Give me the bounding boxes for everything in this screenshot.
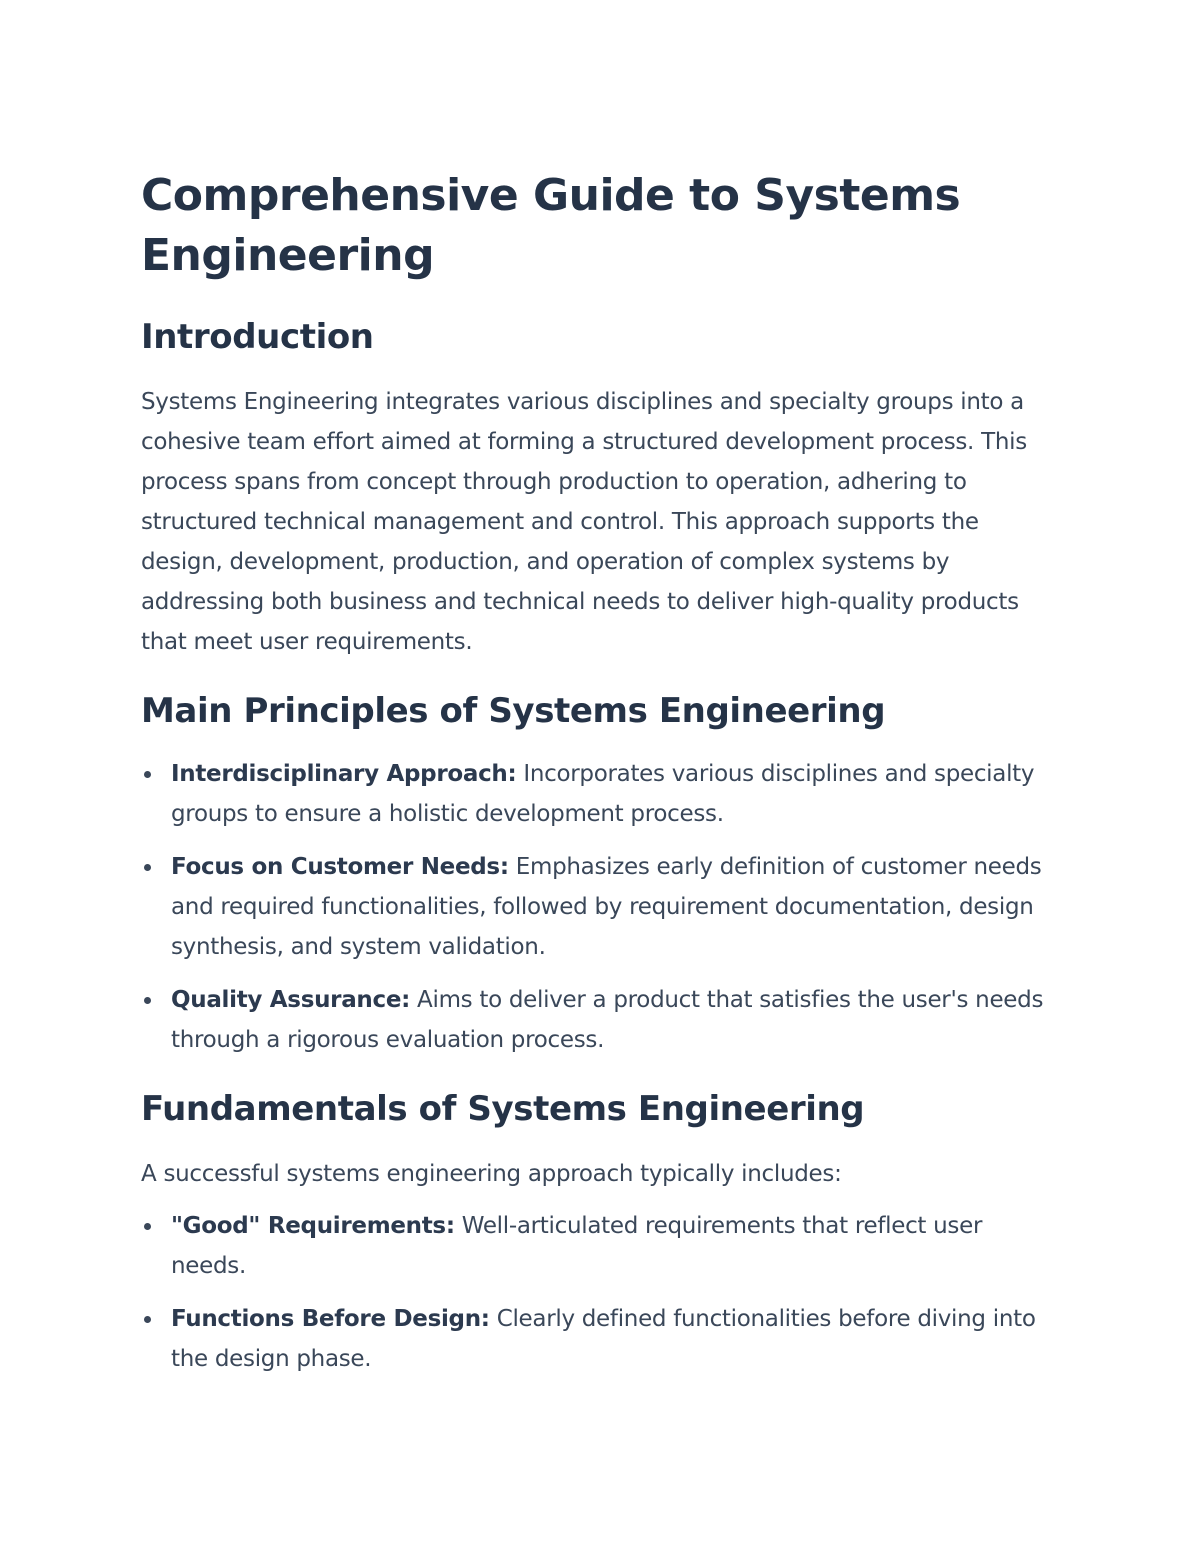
document-page <box>141 166 1061 1379</box>
list-item-text: Aims to deliver a product that satisfies the user's needs through a rigorous evaluation process. <box>171 987 1044 1053</box>
bullet-icon <box>144 771 151 778</box>
list-item-term: Interdisciplinary Approach: <box>171 761 517 787</box>
bullet-icon <box>144 1316 151 1323</box>
list-item <box>141 754 1061 834</box>
bullet-icon <box>144 864 151 871</box>
list-item-text: Incorporates various disciplines and specialty groups to ensure a holistic development process. <box>171 761 1035 827</box>
list-item-term: "Good" Requirements: <box>171 1213 455 1239</box>
list-item-text: Clearly defined functionalities before diving into the design phase. <box>171 1306 1036 1372</box>
page-title: Comprehensive Guide to Systems Engineering <box>141 170 961 281</box>
list-item-text: Well-articulated requirements that reflect user needs. <box>171 1213 983 1279</box>
list-item <box>141 980 1061 1060</box>
list-item-term: Functions Before Design: <box>171 1306 490 1332</box>
list-item-text: Emphasizes early definition of customer needs and required functionalities, followed by requirement documentation, design synthesis, and system validation. <box>171 854 1042 960</box>
list-item <box>141 847 1061 967</box>
fundamentals-intro: A successful systems engineering approach typically includes: <box>141 1161 842 1187</box>
bullet-icon <box>144 1223 151 1230</box>
list-item-term: Quality Assurance: <box>171 987 411 1013</box>
list-item <box>141 1206 1061 1286</box>
list-item <box>141 1299 1061 1379</box>
fundamentals-list <box>141 1206 1061 1379</box>
principles-heading: Main Principles of Systems Engineering <box>141 691 886 731</box>
list-item-term: Focus on Customer Needs: <box>171 854 509 880</box>
fundamentals-heading: Fundamentals of Systems Engineering <box>141 1089 865 1129</box>
introduction-paragraph: Systems Engineering integrates various disciplines and specialty groups into a cohesive team effort aimed at forming a structured development process. This process spans from concept through production to operation, adhering to structured technical management and control. This approach supports the design, development, production, and operation of complex systems by addressing both business and technical needs to deliver high-quality products that meet user requirements. <box>141 389 1027 655</box>
introduction-heading: Introduction <box>141 317 374 357</box>
principles-list <box>141 754 1061 1060</box>
bullet-icon <box>144 997 151 1004</box>
